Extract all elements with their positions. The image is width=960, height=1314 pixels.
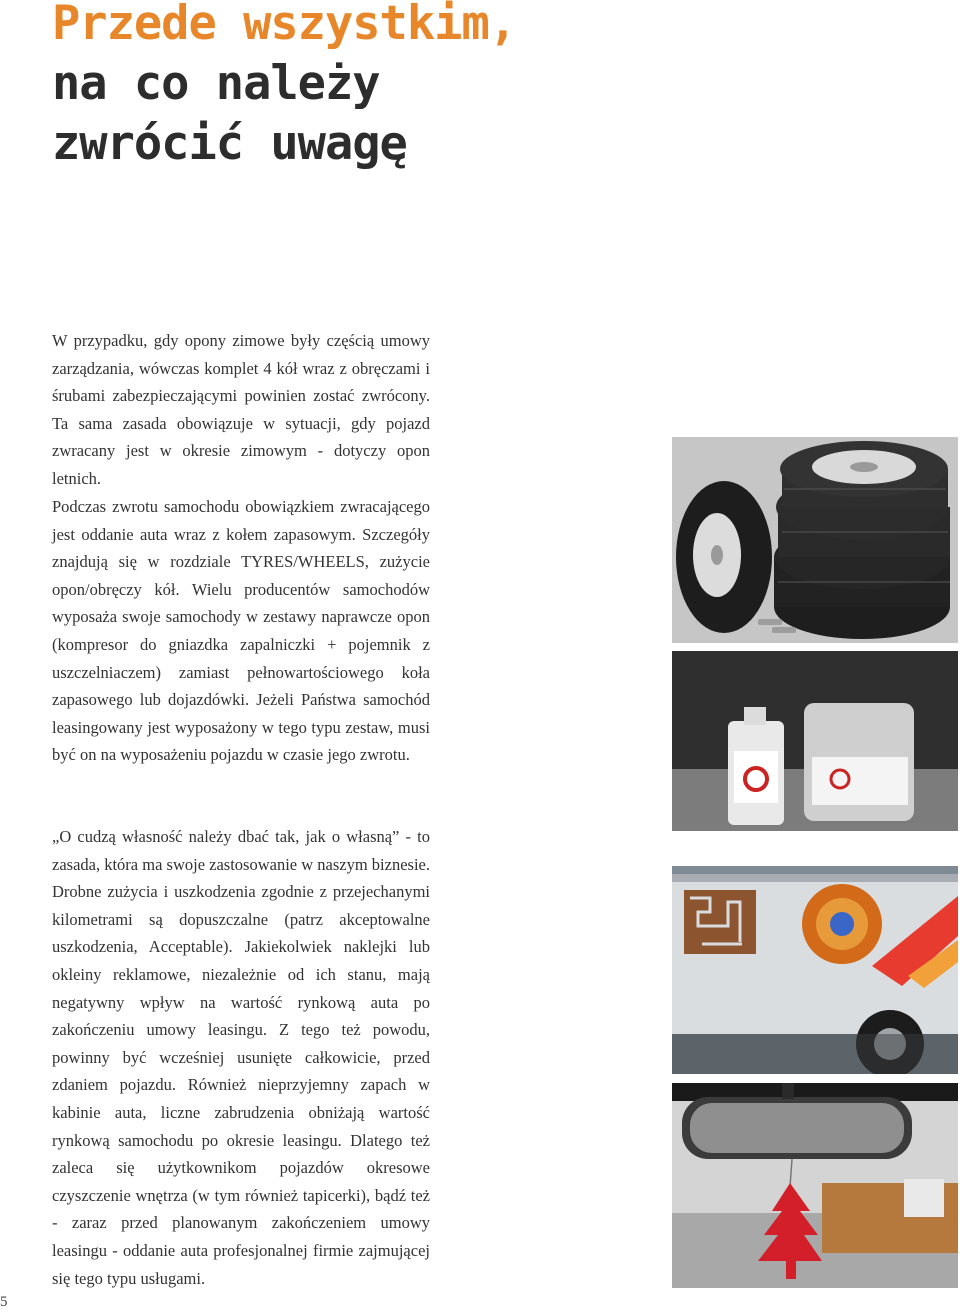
title-line-3: zwrócić uwagę: [52, 116, 407, 171]
title-line-2: na co należy: [52, 56, 380, 111]
title-line-1: Przede wszystkim,: [52, 0, 517, 51]
page-number: 5: [0, 1294, 8, 1310]
paragraph-winter-tires: W przypadku, gdy opony zimowe były częścią umowy zarządzania, wówczas komplet 4 kół wraz z obręczami i śrubami zabezpieczającymi powinien zostać zwrócony. Ta sama zasada obowiązuje w sytuacji, gdy pojazd zwracany jest w okresie zimowym - dotyczy opon letnich.: [52, 331, 430, 488]
mirror-freshener-photo: [672, 1083, 958, 1288]
page-title: [52, 0, 516, 174]
repair-kit-photo: [672, 651, 958, 831]
tires-photo: [672, 437, 958, 643]
van-with-stickers-photo: [672, 866, 958, 1074]
paragraph-care-and-cleaning: „O cudzą własność należy dbać tak, jak o własną” - to zasada, która ma swoje zastosowanie w naszym biznesie. Drobne zużycia i uszkodzenia zgodnie z przejechanymi kilometrami są dopuszczalne (patrz akceptowalne uszkodzenia, Acceptable). Jakiekolwiek naklejki lub okleiny reklamowe, niezależnie od ich stanu, mają negatywny wpływ na wartość rynkową auta po zakończeniu umowy leasingu. Z tego też powodu, powinny być wcześniej usunięte całkowicie, przed zdaniem pojazdu. Również nieprzyjemny zapach w kabinie auta, liczne zabrudzenia obniżają wartość rynkową samochodu po okresie leasingu. Dlatego też zaleca się użytkownikom pojazdów okresowe czyszczenie wnętrza (w tym również tapicerki), bądź też - zaraz przed planowanym zakończeniem umowy leasingu - oddanie auta profesjonalnej firmie zajmującej się tego typu usługami.: [52, 827, 430, 1288]
paragraph-spare-wheel: Podczas zwrotu samochodu obowiązkiem zwracającego jest oddanie auta wraz z kołem zapasowym. Szczegóły znajdują się w rozdziale TYRES/WHEELS, zużycie opon/obręczy kół. Wielu producentów samochodów wyposaża swoje samochody w zestawy naprawcze opon (kompresor do gniazdka zapalniczki + pojemnik z uszczelniaczem) zamiast pełnowartościowego koła zapasowego lub dojazdówki. Jeżeli Państwa samochód leasingowany jest wyposażony w tego typu zestaw, musi być on na wyposażeniu pojazdu w czasie jego zwrotu.: [52, 497, 430, 765]
